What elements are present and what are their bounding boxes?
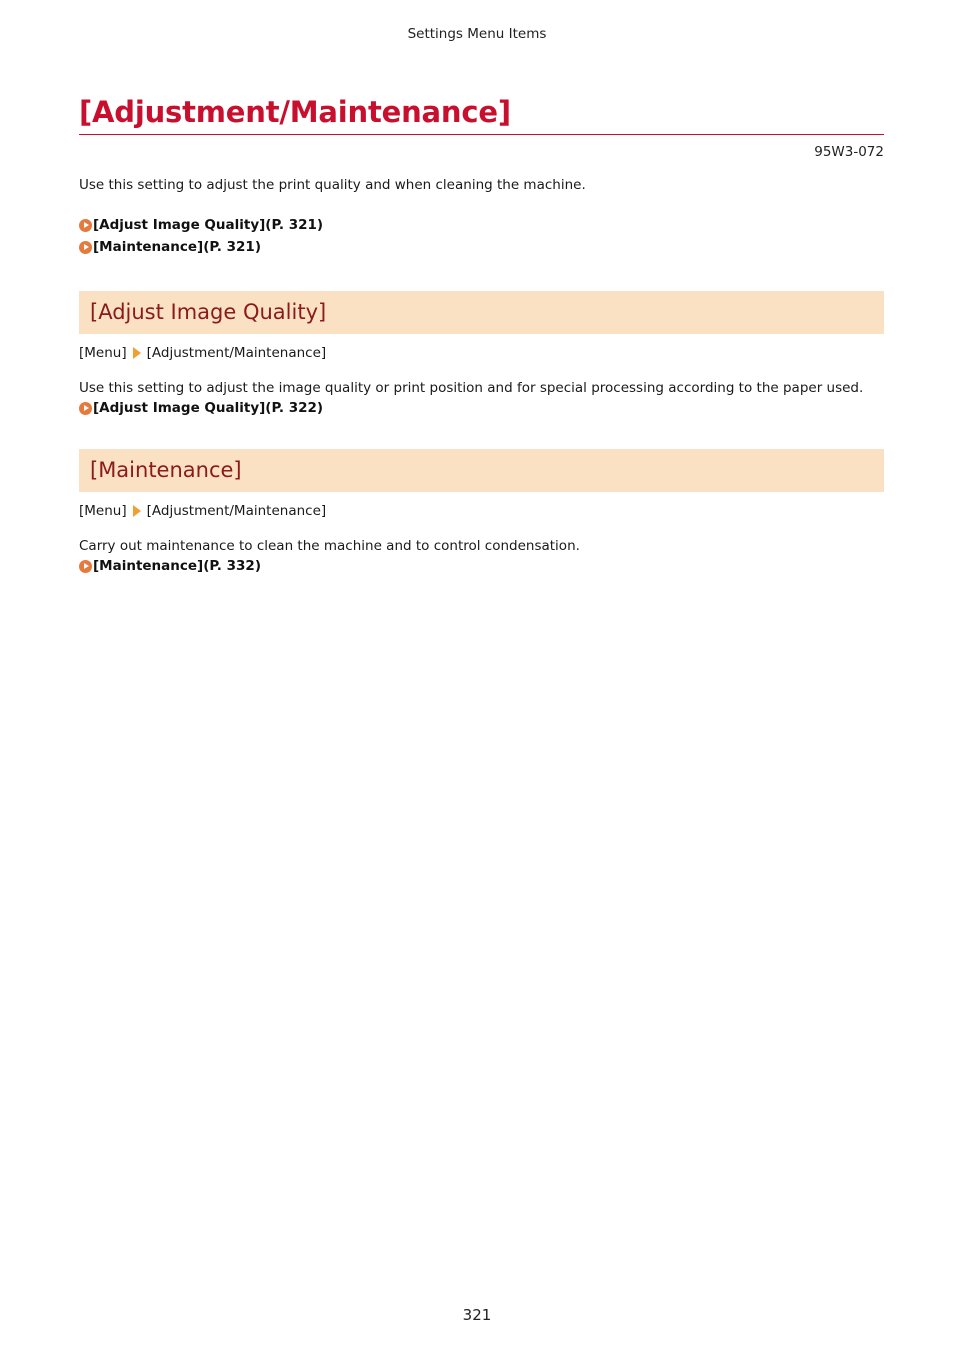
page-title: [Adjustment/Maintenance]: [79, 92, 884, 135]
link-arrow-icon: [79, 219, 92, 232]
menu-path: [79, 344, 884, 362]
intro-text: Use this setting to adjust the print quality and when cleaning the machine.: [79, 177, 586, 193]
link-label: [Maintenance](P. 321): [93, 239, 261, 255]
document-id: 95W3-072: [814, 144, 884, 160]
link-adjust-image-quality[interactable]: [79, 214, 884, 236]
page-content: [79, 92, 884, 577]
menu-path-start: [Menu]: [79, 503, 127, 519]
running-header: Settings Menu Items: [407, 26, 547, 42]
triangle-right-icon: [133, 505, 141, 517]
link-arrow-icon: [79, 560, 92, 573]
section-heading-maintenance: [Maintenance]: [79, 449, 884, 492]
link-label: [Adjust Image Quality](P. 321): [93, 217, 324, 233]
menu-path-end: [Adjustment/Maintenance]: [146, 345, 327, 361]
section-description: Carry out maintenance to clean the machine and to control condensation.: [79, 538, 580, 554]
menu-path: [79, 502, 884, 520]
page-number: 321: [462, 1306, 492, 1324]
menu-path-start: [Menu]: [79, 345, 127, 361]
link-adjust-image-quality-p322[interactable]: [79, 397, 884, 419]
link-maintenance-p332[interactable]: [79, 555, 884, 577]
link-maintenance[interactable]: [79, 236, 884, 258]
triangle-right-icon: [133, 347, 141, 359]
link-arrow-icon: [79, 402, 92, 415]
menu-path-end: [Adjustment/Maintenance]: [146, 503, 327, 519]
link-arrow-icon: [79, 241, 92, 254]
link-label: [Maintenance](P. 332): [93, 558, 261, 574]
link-label: [Adjust Image Quality](P. 322): [93, 400, 324, 416]
section-heading-adjust-image-quality: [Adjust Image Quality]: [79, 291, 884, 334]
section-description: Use this setting to adjust the image quality or print position and for special processing according to the paper used.: [79, 380, 864, 396]
link-list: [79, 214, 884, 258]
